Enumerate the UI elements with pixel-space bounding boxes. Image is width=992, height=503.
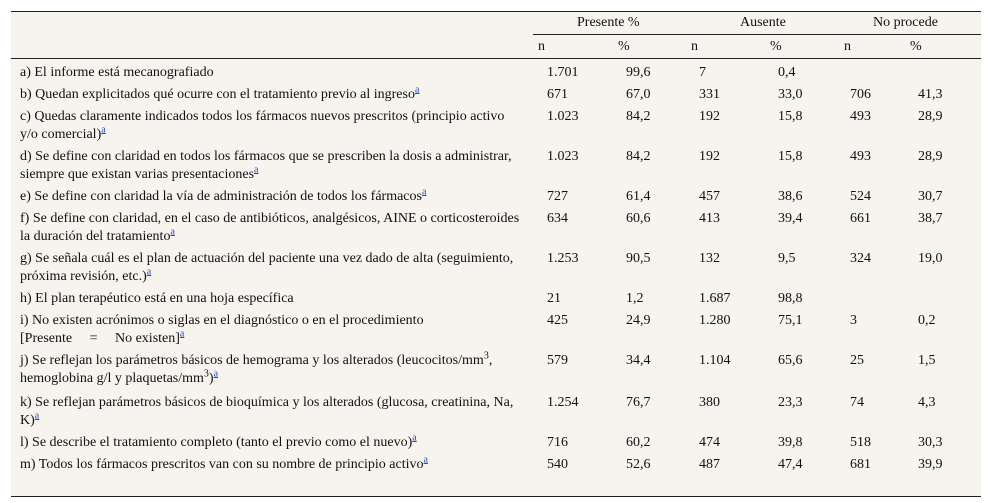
row-value: 99,6 xyxy=(626,65,651,80)
row-value: 4,3 xyxy=(918,395,936,410)
table-row xyxy=(11,148,981,188)
row-value: 24,9 xyxy=(626,313,651,328)
header-bottom-rule xyxy=(11,58,981,59)
row-value: 47,4 xyxy=(778,457,803,472)
subheader-row xyxy=(11,35,981,58)
row-label-text: , hemoglobina g/l y plaquetas/mm xyxy=(20,353,493,386)
row-value: 132 xyxy=(699,251,720,266)
row-value: 39,4 xyxy=(778,211,803,226)
row-label xyxy=(20,456,520,474)
row-label-text: m) Todos los fármacos prescritos van con su nombre de principio activo xyxy=(20,457,424,472)
table-row xyxy=(11,456,981,478)
table-row xyxy=(11,290,981,312)
group-header-presente: Presente % xyxy=(577,15,640,30)
subheader-pct-presente: % xyxy=(618,39,630,54)
results-table xyxy=(11,11,981,497)
row-value: 0,2 xyxy=(918,313,936,328)
row-value: 7 xyxy=(699,65,706,80)
row-value: 493 xyxy=(850,149,871,164)
row-label-text: k) Se reflejan parámetros básicos de bioquímica y los alterados (glucosa, creatinina, Na, K) xyxy=(20,395,514,428)
row-value: 192 xyxy=(699,149,720,164)
row-label xyxy=(20,250,520,286)
row-value: 1.701 xyxy=(547,65,579,80)
row-value: 3 xyxy=(850,313,857,328)
table-row xyxy=(11,188,981,210)
row-value: 25 xyxy=(850,353,864,368)
row-value: 30,3 xyxy=(918,435,943,450)
row-value: 76,7 xyxy=(626,395,651,410)
subheader-pct-ausente: % xyxy=(770,39,782,54)
footnote-link[interactable]: a xyxy=(254,164,259,176)
footnote-link[interactable]: a xyxy=(146,266,152,278)
footnote-link[interactable]: a xyxy=(179,328,185,340)
row-value: 30,7 xyxy=(918,189,943,204)
row-label-text: e) Se define con claridad la vía de administración de todos los fármacos xyxy=(20,189,422,204)
row-label xyxy=(20,86,520,104)
row-value: 23,3 xyxy=(778,395,803,410)
row-value: 579 xyxy=(547,353,568,368)
row-label xyxy=(20,148,520,184)
subheader-n-ausente: n xyxy=(691,39,698,54)
row-label-text: b) Quedan explicitados qué ocurre con el tratamiento previo al ingreso xyxy=(20,87,415,102)
row-value: 493 xyxy=(850,109,871,124)
row-value: 706 xyxy=(850,87,871,102)
row-value: 60,6 xyxy=(626,211,651,226)
table-row xyxy=(11,352,981,394)
row-label-text: a) El informe está mecanografiado xyxy=(20,65,214,80)
row-label xyxy=(20,188,520,206)
row-value: 1.280 xyxy=(699,313,731,328)
row-value: 1.023 xyxy=(547,109,579,124)
row-value: 1.104 xyxy=(699,353,731,368)
row-value: 487 xyxy=(699,457,720,472)
row-value: 90,5 xyxy=(626,251,651,266)
footnote-link[interactable]: a xyxy=(421,186,427,198)
row-value: 0,4 xyxy=(778,65,796,80)
row-value: 74 xyxy=(850,395,864,410)
group-header-ausente: Ausente xyxy=(740,15,786,30)
table-row xyxy=(11,108,981,148)
row-value: 192 xyxy=(699,109,720,124)
row-value: 324 xyxy=(850,251,871,266)
footnote-link[interactable]: a xyxy=(101,124,106,136)
row-value: 15,8 xyxy=(778,149,803,164)
row-label-text: h) El plan terapéutico está en una hoja específica xyxy=(20,291,294,306)
row-label-text: ) xyxy=(208,371,214,386)
row-value: 1.687 xyxy=(699,291,731,306)
row-value: 33,0 xyxy=(778,87,803,102)
table-row xyxy=(11,210,981,250)
row-value: 331 xyxy=(699,87,720,102)
row-value: 19,0 xyxy=(918,251,943,266)
row-label xyxy=(20,290,520,308)
footnote-link[interactable]: a xyxy=(412,432,417,444)
row-value: 681 xyxy=(850,457,871,472)
row-value: 39,9 xyxy=(918,457,943,472)
row-value: 413 xyxy=(699,211,720,226)
table-row xyxy=(11,434,981,456)
row-value: 9,5 xyxy=(778,251,796,266)
row-label-text: c) Quedas claramente indicados todos los fármacos nuevos prescritos (principio activo y/o comercial) xyxy=(20,109,505,142)
row-value: 60,2 xyxy=(626,435,651,450)
row-label-text: i) No existen acrónimos o siglas en el diagnóstico o en el procedimiento [Presente = No existen] xyxy=(20,313,424,346)
row-label xyxy=(20,210,520,246)
row-value: 1,2 xyxy=(626,291,644,306)
footnote-link[interactable]: a xyxy=(170,226,175,238)
row-label xyxy=(20,394,520,430)
row-label xyxy=(20,108,520,144)
row-value: 75,1 xyxy=(778,313,803,328)
superscript: 3 xyxy=(483,350,489,362)
row-value: 41,3 xyxy=(918,87,943,102)
row-label xyxy=(20,434,520,452)
row-label-text: j) Se reflejan los parámetros básicos de hemograma y los alterados (leucocitos/mm xyxy=(20,353,484,368)
row-label-text: f) Se define con claridad, en el caso de antibióticos, analgésicos, AINE o corticosteroides la duración del tratamiento xyxy=(20,211,520,244)
subheader-n-presente: n xyxy=(538,39,545,54)
row-label-text: d) Se define con claridad en todos los fármacos que se prescriben la dosis a administrar, siempre que existan varias presentaciones xyxy=(20,149,512,182)
row-value: 634 xyxy=(547,211,568,226)
row-value: 98,8 xyxy=(778,291,803,306)
table-row xyxy=(11,312,981,352)
row-value: 67,0 xyxy=(626,87,651,102)
table-row xyxy=(11,64,981,86)
row-value: 28,9 xyxy=(918,149,943,164)
subheader-n-no-procede: n xyxy=(844,39,851,54)
row-value: 84,2 xyxy=(626,149,651,164)
row-value: 15,8 xyxy=(778,109,803,124)
row-value: 671 xyxy=(547,87,568,102)
row-value: 1.254 xyxy=(547,395,579,410)
row-value: 1.253 xyxy=(547,251,579,266)
row-label xyxy=(20,312,520,348)
row-value: 34,4 xyxy=(626,353,651,368)
table-row xyxy=(11,394,981,434)
row-value: 84,2 xyxy=(626,109,651,124)
table-body xyxy=(11,64,981,478)
row-value: 716 xyxy=(547,435,568,450)
row-value: 21 xyxy=(547,291,561,306)
row-value: 425 xyxy=(547,313,568,328)
row-value: 380 xyxy=(699,395,720,410)
row-value: 52,6 xyxy=(626,457,651,472)
row-value: 38,6 xyxy=(778,189,803,204)
row-value: 65,6 xyxy=(778,353,803,368)
row-value: 61,4 xyxy=(626,189,651,204)
row-value: 540 xyxy=(547,457,568,472)
footnote-link[interactable]: a xyxy=(34,410,40,422)
row-label-text: g) Se señala cuál es el plan de actuación del paciente una vez dado de alta (seguimiento, próxima revisión, etc.) xyxy=(20,251,514,284)
row-value: 39,8 xyxy=(778,435,803,450)
row-value: 1.023 xyxy=(547,149,579,164)
row-value: 727 xyxy=(547,189,568,204)
row-value: 28,9 xyxy=(918,109,943,124)
footnote-link[interactable]: a xyxy=(414,84,420,96)
row-label xyxy=(20,352,520,388)
table-row xyxy=(11,250,981,290)
row-label-text: l) Se describe el tratamiento completo (tanto el previo como el nuevo) xyxy=(20,435,413,450)
row-value: 518 xyxy=(850,435,871,450)
group-header-row xyxy=(11,12,981,35)
row-label xyxy=(20,64,520,82)
row-value: 474 xyxy=(699,435,720,450)
superscript: 3 xyxy=(203,368,209,380)
row-value: 1,5 xyxy=(918,353,936,368)
footnote-link[interactable]: a xyxy=(423,454,428,466)
group-header-no-procede: No procede xyxy=(873,15,938,30)
row-value: 661 xyxy=(850,211,871,226)
row-value: 524 xyxy=(850,189,871,204)
row-value: 38,7 xyxy=(918,211,943,226)
table-row xyxy=(11,86,981,108)
footnote-link[interactable]: a xyxy=(213,368,219,380)
row-value: 457 xyxy=(699,189,720,204)
subheader-pct-no-procede: % xyxy=(910,39,922,54)
